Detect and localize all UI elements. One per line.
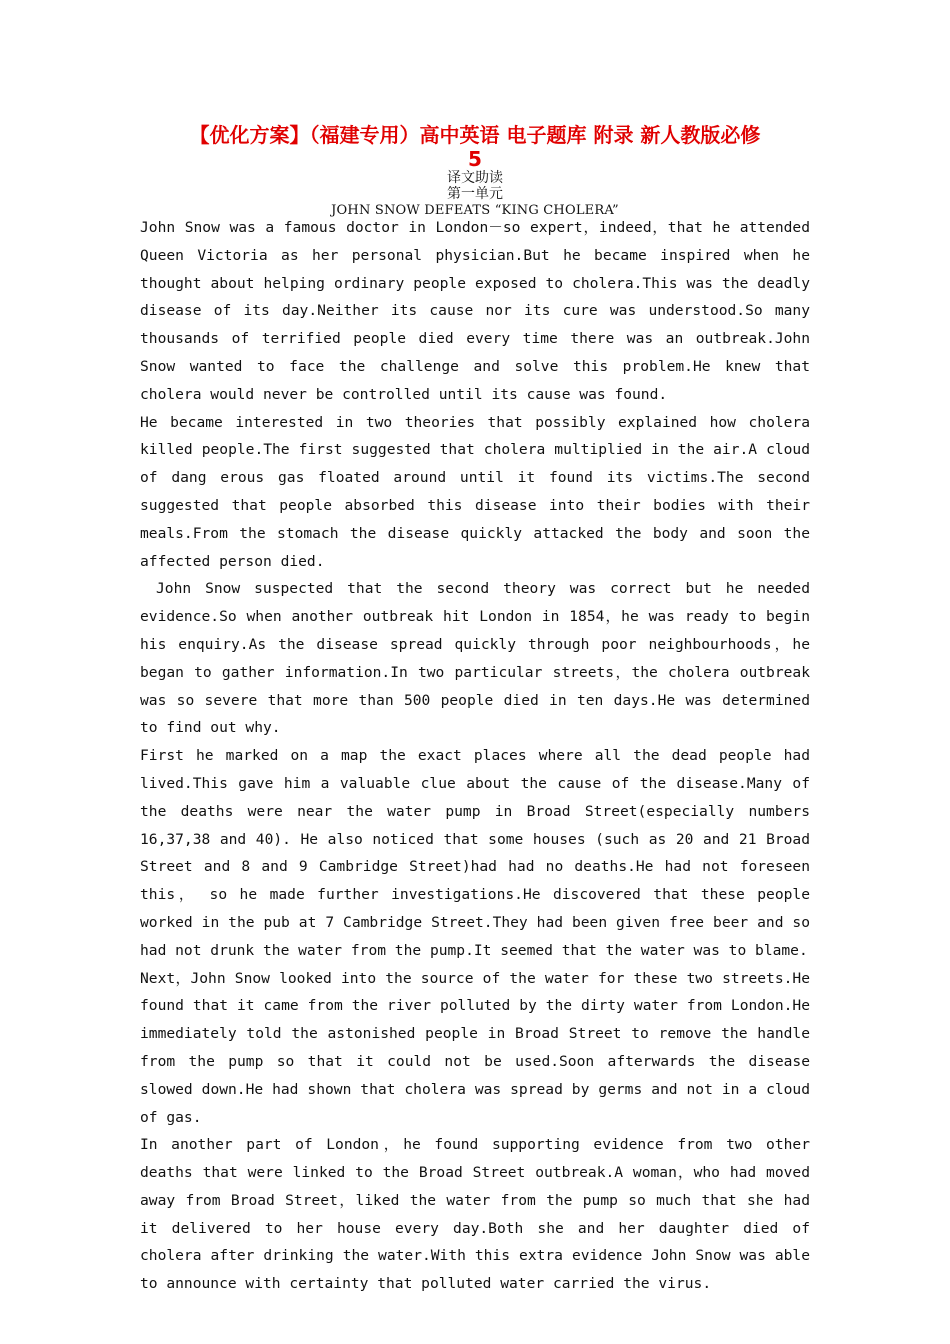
paragraph-2: He became interested in two theories that possibly explained how cholera killed people.The first suggested that cholera multiplied in the air.A cloud of dang erous gas floated around until it found its victims.The second suggested that people absorbed this disease into their bodies with their meals.From the stomach the disease quickly attacked the body and soon the affected person died. [140,413,810,570]
paragraph-1: John Snow was a famous doctor in London－so expert，indeed，that he attended Queen Victoria as her personal physician.But he became inspired when he thought about helping ordinary people exposed to cholera.This was the deadly disease of its day.Neither its cause nor its cure was understood.So many thousands of terrified people died every time there was an outbreak.John Snow wanted to face the challenge and solve this problem.He knew that cholera would never be controlled until its cause was found. [140,219,810,403]
document-title-volume: 5 [468,147,482,171]
paragraph-3: John Snow suspected that the second theory was correct but he needed evidence.So when another outbreak hit London in 1854，he was ready to begin his enquiry.As the disease spread quickly through poor neighbourhoods，he began to gather information.In two particular streets，the cholera outbreak was so severe that more than 500 people died in ten days.He was determined to find out why. [140,580,810,737]
paragraph-6: In another part of London，he found supporting evidence from two other deaths that were linked to the Broad Street outbreak.A woman，who had moved away from Broad Street，liked the water from the pump so much that she had it delivered to her house every day.Both she and her daughter died of cholera after drinking the water.With this extra evidence John Snow was able to announce with certainty that polluted water carried the virus. [140,1136,810,1293]
article-body [140,214,810,1298]
document-title: 【优化方案】（福建专用）高中英语 电子题库 附录 新人教版必修 [189,123,761,147]
article-title: JOHN SNOW DEFEATS “KING CHOLERA” [331,203,619,218]
unit-heading: 第一单元 [447,186,503,202]
paragraph-4: First he marked on a map the exact places where all the dead people had lived.This gave him a valuable clue about the cause of the disease.Many of the deaths were near the water pump in Broad Street(especially numbers 16,37,38 and 40). He also noticed that some houses (such as 20 and 21 Broad Street and 8 and 9 Cambridge Street)had had no deaths.He had not foreseen this， so he made further investigations.He discovered that these people worked in the pub at 7 Cambridge Street.They had been given free beer and so had not drunk the water from the pump.It seemed that the water was to blame. [140,747,810,959]
paragraph-5: Next，John Snow looked into the source of the water for these two streets.He found that it came from the river polluted by the dirty water from London.He immediately told the astonished people in Broad Street to remove the handle from the pump so that it could not be used.Soon afterwards the disease slowed down.He had shown that cholera was spread by germs and not in a cloud of gas. [140,969,810,1126]
section-heading: 译文助读 [447,170,503,186]
